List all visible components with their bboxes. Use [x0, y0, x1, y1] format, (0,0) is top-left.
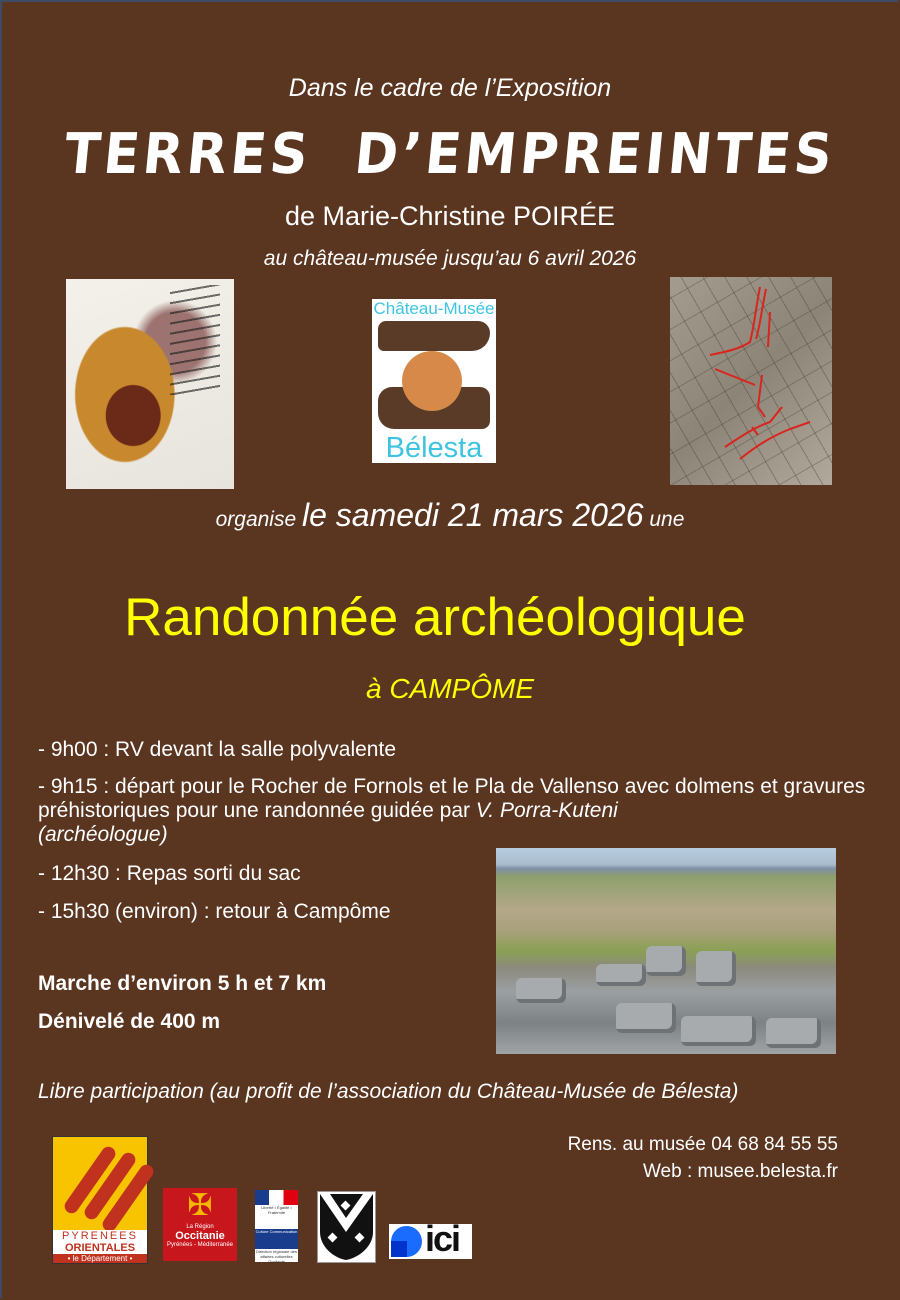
artist-name: de Marie-Christine POIRÉE	[284, 201, 616, 231]
logo-bottom-text: Bélesta	[385, 432, 483, 464]
chateau-musee-logo	[372, 299, 496, 463]
organise-prefix: organise	[215, 508, 297, 531]
schedule-item: - 15h30 (environ) : retour à Campôme	[38, 900, 391, 923]
event-location: à CAMPÔME	[365, 673, 535, 704]
drac-occitanie-logo: Liberté • Égalité • Fraternité Culture Communication Direction régionale des affaires culturelles Occitanie	[255, 1190, 298, 1262]
schedule-item: - 12h30 : Repas sorti du sac	[38, 862, 301, 885]
organise-line	[0, 497, 900, 534]
dolmen-photo	[496, 848, 836, 1054]
schedule-item: - 9h00 : RV devant la salle polyvalente	[38, 738, 397, 761]
walk-duration: Marche d’environ 5 h et 7 km	[38, 972, 327, 995]
phone-line: Rens. au musée 04 68 84 55 55	[567, 1134, 838, 1155]
event-date: le samedi 21 mars 2026	[302, 497, 644, 533]
artwork-image	[66, 279, 234, 489]
exhibition-title: TERRES D’EMPREINTES	[61, 122, 839, 187]
intro-text: Dans le cadre de l’Exposition	[288, 74, 612, 102]
occitanie-logo: ✠ La Région Occitanie Pyrénées - Méditerranée	[163, 1188, 237, 1261]
crest-logo	[317, 1191, 376, 1263]
web-link[interactable]: Web : musee.belesta.fr	[642, 1161, 838, 1182]
elevation-gain: Dénivelé de 400 m	[38, 1010, 221, 1033]
contact-info	[438, 1131, 838, 1185]
ici-logo: ici	[389, 1224, 472, 1259]
exhibition-dates: au château-musée jusqu’au 6 avril 2026	[263, 247, 637, 270]
guide-role: (archéologue)	[38, 823, 168, 846]
pot-icon	[402, 351, 462, 411]
marianne-flag-icon	[255, 1190, 298, 1205]
guide-name: V. Porra-Kuteni	[475, 799, 618, 822]
logo-top-text: Château-Musée	[373, 299, 495, 318]
occitan-cross-icon: ✠	[187, 1189, 213, 1222]
event-title: Randonnée archéologique	[124, 588, 746, 647]
participation-note: Libre participation (au profit de l’association du Château-Musée de Bélesta)	[38, 1080, 739, 1103]
pyrenees-orientales-logo: PYRENEES ORIENTALES • le Département •	[52, 1136, 148, 1264]
organise-suffix: une	[649, 508, 685, 531]
schedule-item: - 9h15 : départ pour le Rocher de Fornols et le Pla de Vallenso avec dolmens et gravures préhistoriques pour une randonnée guidée par V. Porra-Kuteni (archéologue)	[38, 775, 866, 846]
rock-engraving-image	[670, 277, 832, 485]
